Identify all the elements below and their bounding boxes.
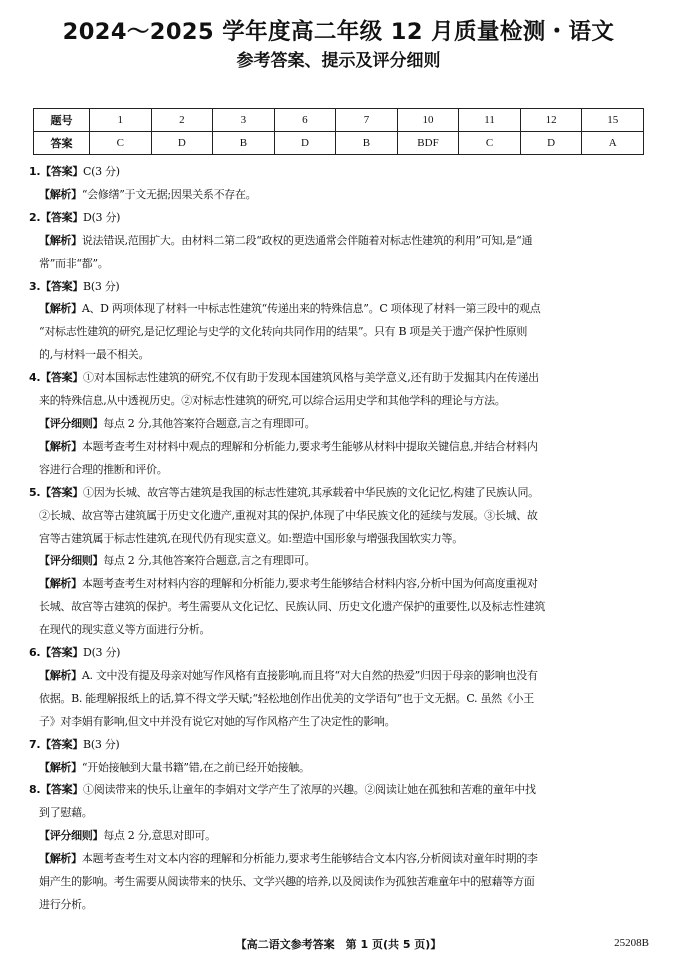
text-line (29, 642, 651, 665)
line-label: 【解析】 (39, 302, 82, 316)
line-text: 常”而非“都”。 (39, 256, 109, 270)
table-cell: 11 (459, 109, 521, 132)
line-text: 在现代的现实意义等方面进行分析。 (39, 623, 211, 637)
text-line (29, 825, 651, 848)
text-line (29, 711, 651, 734)
line-text: ①对本国标志性建筑的研究,不仅有助于发现本国建筑风格与美学意义,还有助于发掘其内在传递出 (83, 371, 539, 385)
table-cell: D (151, 132, 213, 155)
line-text: B(3 分) (83, 737, 120, 751)
page-title: 2024～2025 学年度高二年级 12 月质量检测・语文 (62, 19, 615, 45)
line-label: 【解析】 (39, 760, 82, 774)
line-text: A. 文中没有提及母亲对她写作风格有直接影响,而且将“对大自然的热爱”归因于母亲的影响也没有 (81, 668, 538, 682)
text-line (29, 253, 651, 276)
table-row-numbers (34, 109, 644, 132)
table-cell: 15 (582, 109, 644, 132)
line-text: ①阅读带来的快乐,让童年的李娟对文学产生了浓厚的兴趣。②阅读让她在孤独和苦难的童年中找 (83, 783, 536, 797)
line-text: 子》对李娟有影响,但文中并没有说它对她的写作风格产生了决定性的影响。 (39, 714, 396, 728)
line-label: 4.【答案】 (29, 371, 84, 385)
line-text: “会修缮”于文无据;因果关系不存在。 (81, 187, 257, 201)
text-line (29, 436, 651, 459)
line-label: 【评分细则】 (39, 416, 104, 430)
line-text: 每点 2 分,意思对即可。 (103, 829, 216, 843)
line-label: 【解析】 (39, 233, 82, 247)
text-line (29, 321, 651, 344)
line-text: 的,与材料一最不相关。 (39, 348, 150, 362)
text-line (29, 207, 651, 230)
line-text: 到了慰藉。 (39, 806, 93, 820)
line-text: ①因为长城、故宫等古建筑是我国的标志性建筑,其承载着中华民族的文化记忆,构建了民族认同。 (83, 485, 539, 499)
table-cell: C (90, 132, 152, 155)
text-line (29, 688, 651, 711)
line-text: 宫等古建筑属于标志性建筑,在现代仍有现实意义。如:塑造中国形象与增强我国软实力等。 (39, 531, 463, 545)
text-line (29, 482, 651, 505)
text-line (29, 390, 651, 413)
text-line (29, 871, 651, 894)
line-label: 7.【答案】 (29, 737, 84, 751)
table-cell: B (213, 132, 275, 155)
answer-table (33, 108, 644, 155)
line-text: 本题考查考生对文本内容的理解和分析能力,要求考生能够结合文本内容,分析阅读对童年时期的李 (81, 852, 538, 866)
line-label: 8.【答案】 (29, 783, 84, 797)
table-cell: 1 (90, 109, 152, 132)
line-label: 【解析】 (39, 187, 82, 201)
page-subtitle: 参考答案、提示及评分细则 (236, 51, 441, 71)
line-label: 6.【答案】 (29, 646, 84, 660)
table-cell: D (520, 132, 582, 155)
line-text: C(3 分) (83, 165, 120, 178)
line-text: 长城、故宫等古建筑的保护。考生需要从文化记忆、民族认同、历史文化遗产保护的重要性,以及标志性建筑 (39, 600, 546, 614)
table-cell: 6 (274, 109, 336, 132)
text-line (29, 757, 651, 780)
line-text: 依据。B. 能理解报纸上的话,算不得文学天赋;“轻松地创作出优美的文学语句”也于文无据。C. 虽然《小王 (39, 691, 534, 705)
text-line (29, 596, 651, 619)
table-cell: 3 (213, 109, 275, 132)
text-line (29, 276, 651, 299)
text-line (29, 802, 651, 825)
page-footer: 【高二语文参考答案 第 1 页(共 5 页)】 (235, 938, 442, 951)
line-text: 来的特殊信息,从中透视历史。②对标志性建筑的研究,可以综合运用史学和其他学科的理论与方法。 (39, 394, 506, 408)
table-cell: BDF (397, 132, 459, 155)
table-cell: 7 (336, 109, 398, 132)
text-line (29, 413, 651, 436)
line-text: “开始接触到大量书籍”错,在之前已经开始接触。 (81, 760, 310, 774)
text-line (29, 894, 651, 917)
line-text: D(3 分) (83, 210, 121, 224)
line-text: D(3 分) (83, 646, 121, 660)
table-cell: 2 (151, 109, 213, 132)
line-text: 容进行合理的推断和评价。 (39, 462, 168, 476)
text-line (29, 184, 651, 207)
line-text: 本题考查考生对材料中观点的理解和分析能力,要求考生能够从材料中提取关键信息,并结合材料内 (81, 439, 538, 453)
line-text: 进行分析。 (39, 898, 93, 911)
line-label: 【解析】 (39, 439, 82, 453)
text-line (29, 573, 651, 596)
table-row-answers (34, 132, 644, 155)
table-cell: C (459, 132, 521, 155)
text-line (29, 779, 651, 802)
row-label: 答案 (34, 132, 90, 155)
text-line (29, 367, 651, 390)
text-line (29, 161, 651, 184)
text-line (29, 528, 651, 551)
text-line (29, 459, 651, 482)
text-line (29, 550, 651, 573)
line-label: 3.【答案】 (29, 279, 84, 293)
text-line (29, 298, 651, 321)
text-line (29, 619, 651, 642)
line-label: 2.【答案】 (29, 210, 84, 224)
table-cell: D (274, 132, 336, 155)
line-text: B(3 分) (83, 279, 120, 293)
row-label: 题号 (34, 109, 90, 132)
line-text: 娟产生的影响。考生需要从阅读带来的快乐、文学兴趣的培养,以及阅读作为孤独苦难童年中的慰藉等方面 (39, 875, 535, 889)
table-cell: B (336, 132, 398, 155)
text-line (29, 230, 651, 253)
line-label: 5.【答案】 (29, 485, 84, 499)
text-line (29, 344, 651, 367)
text-line (29, 505, 651, 528)
line-label: 【解析】 (39, 852, 82, 866)
line-label: 1.【答案】 (29, 165, 84, 178)
line-text: 每点 2 分,其他答案符合题意,言之有理即可。 (103, 554, 316, 568)
table-cell: 10 (397, 109, 459, 132)
line-text: 每点 2 分,其他答案符合题意,言之有理即可。 (103, 416, 316, 430)
line-text: 说法错误,范围扩大。由材料二第二段“政权的更迭通常会伴随着对标志性建筑的利用”可知,是“通 (81, 233, 533, 247)
table-cell: 12 (520, 109, 582, 132)
document-code: 25208B (614, 937, 649, 949)
line-text: ②长城、故宫等古建筑属于历史文化遗产,重视对其的保护,体现了中华民族文化的延续与发展。③长城、故 (39, 508, 538, 522)
line-text: “对标志性建筑的研究,是记忆理论与史学的文化转向共同作用的结果”。只有 B 项是关于遗产保护性原则 (39, 325, 528, 339)
text-line (29, 665, 651, 688)
text-line (29, 734, 651, 757)
line-label: 【解析】 (39, 668, 82, 682)
line-label: 【评分细则】 (39, 554, 104, 568)
line-label: 【评分细则】 (39, 829, 104, 843)
line-label: 【解析】 (39, 577, 82, 591)
answer-explanations (29, 161, 651, 917)
line-text: A、D 两项体现了材料一中标志性建筑“传递出来的特殊信息”。C 项体现了材料一第三段中的观点 (81, 302, 541, 316)
table-cell: A (582, 132, 644, 155)
line-text: 本题考查考生对材料内容的理解和分析能力,要求考生能够结合材料内容,分析中国为何高度重视对 (81, 577, 538, 591)
text-line (29, 848, 651, 871)
